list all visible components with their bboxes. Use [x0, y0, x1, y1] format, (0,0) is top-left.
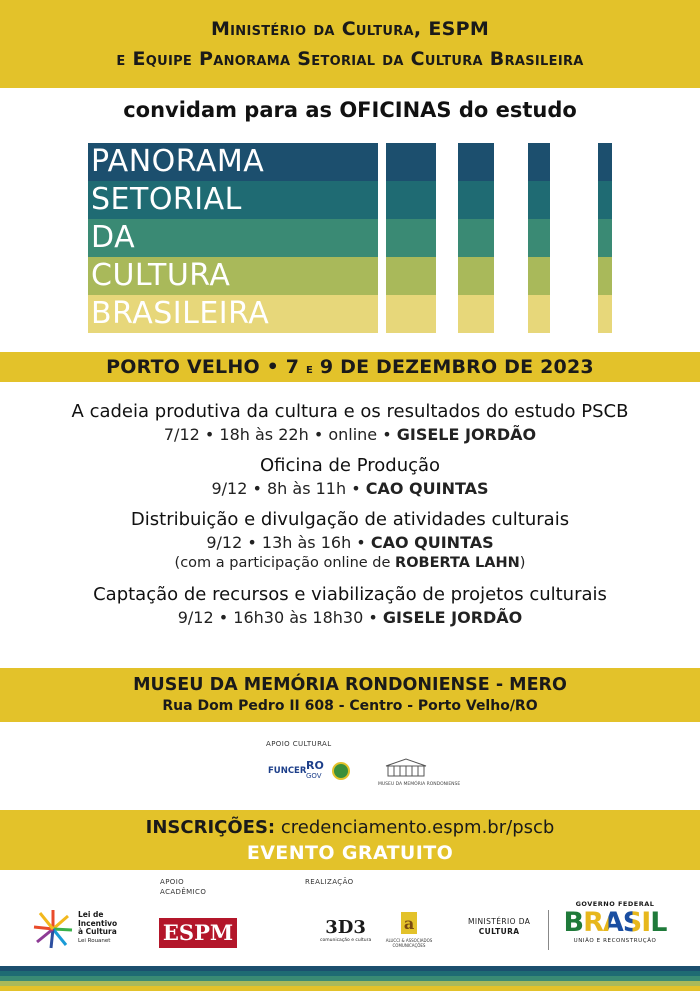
museum-logo: [378, 758, 461, 787]
workshop-meta: [0, 478, 700, 499]
sponsors-section: [0, 870, 700, 970]
governo-federal-logo: [560, 900, 670, 944]
note-suffix: ): [519, 555, 526, 571]
logo-stripe-3: [88, 219, 378, 257]
logo-bar-2: [458, 143, 494, 333]
city-date-conj: e: [306, 361, 314, 377]
logo-stripe-2: [88, 181, 378, 219]
brasil-wordmark: BRASIL: [560, 908, 670, 938]
note-prefix: (com a participação online de: [174, 555, 396, 571]
logo-word-4: CULTURA: [91, 258, 231, 293]
logo-word-5: BRASILEIRA: [91, 296, 270, 331]
free-event-label: EVENTO GRATUITO: [246, 842, 454, 864]
city-date-suffix: 9 DE DEZEMBRO DE 2023: [313, 356, 594, 378]
city-date-band: [0, 352, 700, 382]
registration-line: [0, 816, 700, 840]
svg-text:a: a: [403, 914, 415, 933]
workshop-speaker: CAO QUINTAS: [370, 533, 494, 552]
espm-logo: ESPM: [159, 918, 237, 948]
workshop-list: [0, 400, 700, 637]
logo-stripe-4: [88, 257, 378, 295]
lei-incentivo-text: [78, 911, 117, 945]
workshop-speaker: GISELE JORDÃO: [396, 425, 537, 444]
logo-word-3: DA: [91, 220, 136, 255]
funcer-logo: FUNCER: [268, 766, 307, 776]
workshop-meta: [0, 424, 700, 445]
registration-link[interactable]: credenciamento.espm.br/pscb: [280, 817, 555, 838]
workshop-schedule: 9/12 • 16h30 às 18h30 •: [177, 608, 383, 627]
header-line-2: e Equipe Panorama Setorial da Cultura Brasileira: [116, 48, 584, 70]
alucci-a-icon: [401, 912, 417, 934]
logo-stripe-1: [88, 143, 378, 181]
workshop-title: Oficina de Produção: [259, 455, 441, 476]
header-line-1: Ministério da Cultura, ESPM: [210, 18, 490, 40]
header-band: [0, 0, 700, 88]
lei-line-1: Lei de: [78, 910, 104, 919]
alucci-subtitle: ALUCCI & ASSOCIADOS COMUNICAÇÕES: [385, 938, 433, 948]
invite-text: convidam para as OFICINAS do estudo: [123, 98, 577, 122]
footer-stripes: [0, 966, 700, 991]
venue-address: Rua Dom Pedro II 608 - Centro - Porto Velho/RO: [162, 698, 538, 714]
logo-word-1: PANORAMA: [91, 144, 265, 179]
ministerio-cultura-logo: [468, 917, 530, 937]
museum-caption: MUSEU DA MEMÓRIA RONDONIENSE: [378, 782, 461, 787]
workshop-title: Captação de recursos e viabilização de projetos culturais: [93, 584, 607, 605]
alucci-logo: [382, 912, 436, 948]
apoio-label: APOIO: [160, 878, 185, 886]
workshop-schedule: 7/12 • 18h às 22h • online •: [163, 425, 397, 444]
lei-line-4: Lei Rouanet: [78, 937, 111, 944]
workshop-title: A cadeia produtiva da cultura e os resultados do estudo PSCB: [71, 401, 629, 422]
lei-line-3: à Cultura: [78, 927, 117, 936]
workshop-meta: [0, 607, 700, 628]
venue-name: MUSEU DA MEMÓRIA RONDONIENSE - MERO: [133, 675, 567, 695]
logo-bar-3: [528, 143, 550, 333]
logo-divider: [548, 910, 549, 950]
workshop-schedule: 9/12 • 8h às 11h •: [211, 479, 366, 498]
3d3-subtitle: comunicação e cultura: [320, 938, 372, 943]
3d3-logo: [320, 918, 371, 943]
workshop-item: [0, 508, 700, 574]
rondonia-seal-icon: [332, 762, 350, 780]
minc-line-1: MINISTÉRIO DA: [468, 917, 531, 926]
registration-band: [0, 810, 700, 870]
venue-band: [0, 668, 700, 722]
logo-word-2: SETORIAL: [91, 182, 242, 217]
workshop-schedule: 9/12 • 13h às 16h •: [206, 533, 371, 552]
gov-federal-label: GOVERNO FEDERAL: [575, 900, 655, 908]
workshop-item: [0, 454, 700, 499]
logo-stripe-5: [88, 295, 378, 333]
workshop-speaker: CAO QUINTAS: [365, 479, 489, 498]
registration-label: INSCRIÇÕES:: [145, 817, 276, 838]
museum-building-icon: [378, 758, 434, 778]
realizacao-label: REALIZAÇÃO: [305, 878, 354, 886]
workshop-note: [0, 553, 700, 574]
workshop-item: [0, 583, 700, 628]
workshop-title: Distribuição e divulgação de atividades culturais: [130, 509, 570, 530]
ro-text: RO: [306, 759, 324, 772]
panorama-logo: [88, 143, 614, 333]
lei-line-2: Incentivo: [78, 918, 118, 928]
lei-incentivo-star-icon: [32, 908, 74, 950]
logo-bar-4: [598, 143, 612, 333]
gov-text: GOV: [306, 772, 322, 780]
cultural-support-section: [0, 728, 700, 806]
support-label: APOIO CULTURAL: [266, 740, 332, 748]
city-date-prefix: PORTO VELHO • 7: [106, 356, 307, 378]
note-guest: ROBERTA LAHN: [395, 555, 520, 571]
ro-gov-logo: [306, 760, 324, 782]
minc-line-2: CULTURA: [478, 927, 520, 936]
workshop-meta: [0, 532, 700, 553]
logo-bar-1: [386, 143, 436, 333]
academico-label: ACADÊMICO: [160, 888, 207, 896]
workshop-item: [0, 400, 700, 445]
workshop-speaker: GISELE JORDÃO: [382, 608, 523, 627]
3d3-text: 3D3: [325, 917, 366, 938]
gov-tagline: UNIÃO E RECONSTRUÇÃO: [573, 938, 657, 944]
